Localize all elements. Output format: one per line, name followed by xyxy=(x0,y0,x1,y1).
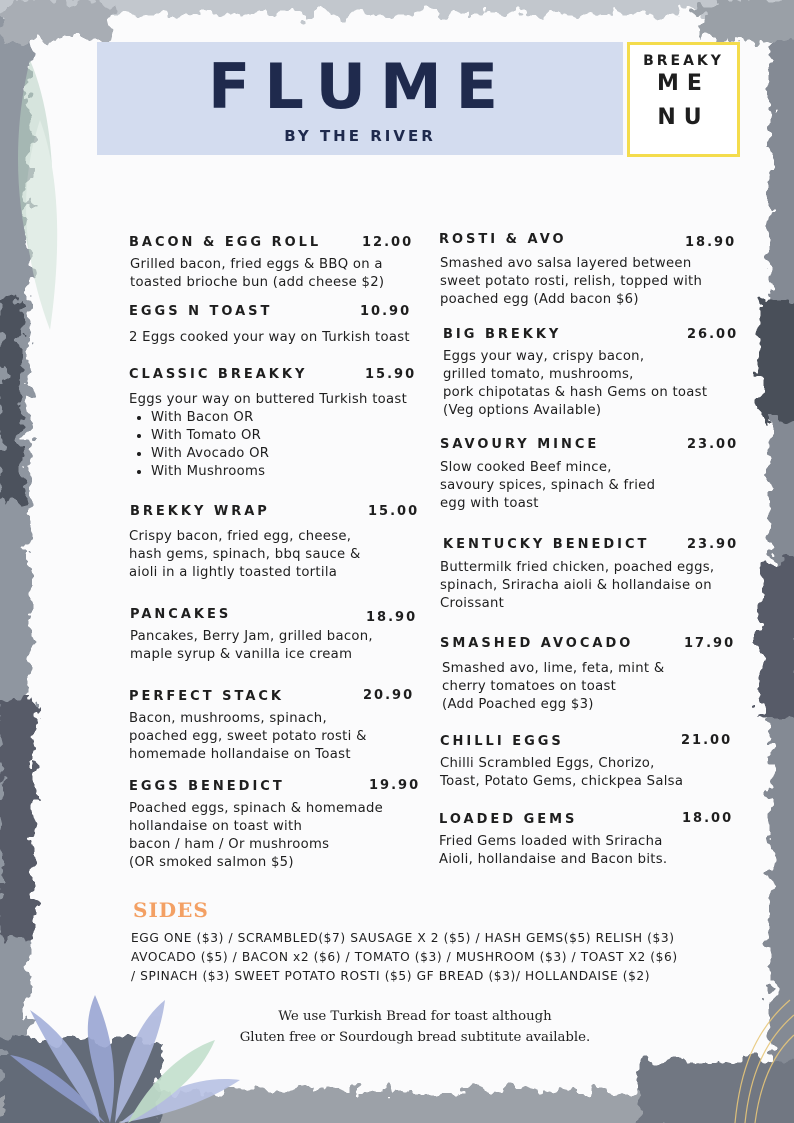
item-name: EGGS BENEDICT xyxy=(129,779,285,794)
item-name: BREKKY WRAP xyxy=(130,504,270,519)
item-description: Smashed avo, lime, feta, mint & cherry tomatoes on toast (Add Poached egg $3) xyxy=(442,661,665,712)
item-name: EGGS N TOAST xyxy=(129,304,273,319)
item-description: 2 Eggs cooked your way on Turkish toast xyxy=(129,330,410,345)
item-price: 26.00 xyxy=(687,327,739,342)
item-description: Buttermilk fried chicken, poached eggs, spinach, Sriracha aioli & hollandaise on Croissant xyxy=(440,560,715,611)
item-price: 18.00 xyxy=(682,811,734,826)
item-name: BACON & EGG ROLL xyxy=(129,235,322,250)
item-description: Pancakes, Berry Jam, grilled bacon, maple syrup & vanilla ice cream xyxy=(130,629,373,662)
item-price: 23.00 xyxy=(687,437,739,452)
item-price: 23.90 xyxy=(687,537,739,552)
item-description: Bacon, mushrooms, spinach, poached egg, sweet potato rosti & homemade hollandaise on Toast xyxy=(129,711,367,762)
item-description: Fried Gems loaded with Sriracha Aioli, hollandaise and Bacon bits. xyxy=(439,834,668,867)
item-price: 21.00 xyxy=(681,733,733,748)
item-description: Chilli Scrambled Eggs, Chorizo, Toast, Potato Gems, chickpea Salsa xyxy=(440,756,684,789)
option-item: • With Bacon OR xyxy=(151,409,269,427)
item-name: LOADED GEMS xyxy=(439,812,578,827)
item-price: 18.90 xyxy=(685,235,737,250)
item-name: CLASSIC BREAKKY xyxy=(129,367,308,382)
item-description: Slow cooked Beef mince, savoury spices, spinach & fried egg with toast xyxy=(440,460,656,511)
tag-line-2: ME xyxy=(657,71,710,96)
item-description: Poached eggs, spinach & homemade hollandaise on toast with bacon / ham / Or mushrooms (OR smoked salmon $5) xyxy=(129,801,384,870)
item-name: KENTUCKY BENEDICT xyxy=(443,537,650,552)
item-price: 10.90 xyxy=(360,304,412,319)
item-description: Grilled bacon, fried eggs & BBQ on a toasted brioche bun (add cheese $2) xyxy=(130,257,385,290)
breaky-menu-tag xyxy=(627,42,740,157)
item-description: Crispy bacon, fried egg, cheese, hash gems, spinach, bbq sauce & aioli in a lightly toasted tortila xyxy=(129,529,361,580)
item-name: CHILLI EGGS xyxy=(440,734,564,749)
item-name: PANCAKES xyxy=(130,607,232,622)
item-description: Eggs your way, crispy bacon, grilled tomato, mushrooms, pork chipotatas & hash Gems on toast (Veg options Available) xyxy=(443,349,708,418)
item-options-list xyxy=(135,409,269,481)
item-price: 17.90 xyxy=(684,636,736,651)
option-item: • With Tomato OR xyxy=(151,427,269,445)
option-item: • With Avocado OR xyxy=(151,445,269,463)
item-price: 15.90 xyxy=(365,367,417,382)
item-name: SAVOURY MINCE xyxy=(440,437,600,452)
tag-line-1: BREAKY xyxy=(643,53,724,69)
item-price: 20.90 xyxy=(363,688,415,703)
item-name: PERFECT STACK xyxy=(129,689,285,704)
tag-line-3: NU xyxy=(657,105,710,130)
brand-subtitle: BY THE RIVER xyxy=(284,127,436,145)
item-name: ROSTI & AVO xyxy=(439,232,567,247)
item-price: 12.00 xyxy=(362,235,414,250)
item-price: 18.90 xyxy=(366,610,418,625)
item-price: 15.00 xyxy=(368,504,420,519)
item-name: BIG BREKKY xyxy=(443,327,562,342)
item-price: 19.90 xyxy=(369,778,421,793)
sides-heading: SIDES xyxy=(133,898,209,922)
option-item: • With Mushrooms xyxy=(151,463,269,481)
bread-footnote: We use Turkish Bread for toast although Gluten free or Sourdough bread subtitute available. xyxy=(239,1009,591,1045)
header-band xyxy=(97,42,623,155)
item-description: Smashed avo salsa layered between sweet potato rosti, relish, topped with poached egg (Add bacon $6) xyxy=(440,256,703,307)
item-description: Eggs your way on buttered Turkish toast xyxy=(129,392,408,407)
brand-title: FLUME xyxy=(207,50,513,123)
item-name: SMASHED AVOCADO xyxy=(440,636,634,651)
sides-list: EGG ONE ($3) / SCRAMBLED($7) SAUSAGE X 2 ($5) / HASH GEMS($5) RELISH ($3) AVOCADO ($5) / BACON x2 ($6) / TOMATO ($3) / MUSHROOM ($3) / TOAST X2 ($6) / SPINACH ($3) SWEET POTATO ROSTI ($5) GF BREAD ($3)/ HOLLANDAISE ($2) xyxy=(131,931,678,983)
